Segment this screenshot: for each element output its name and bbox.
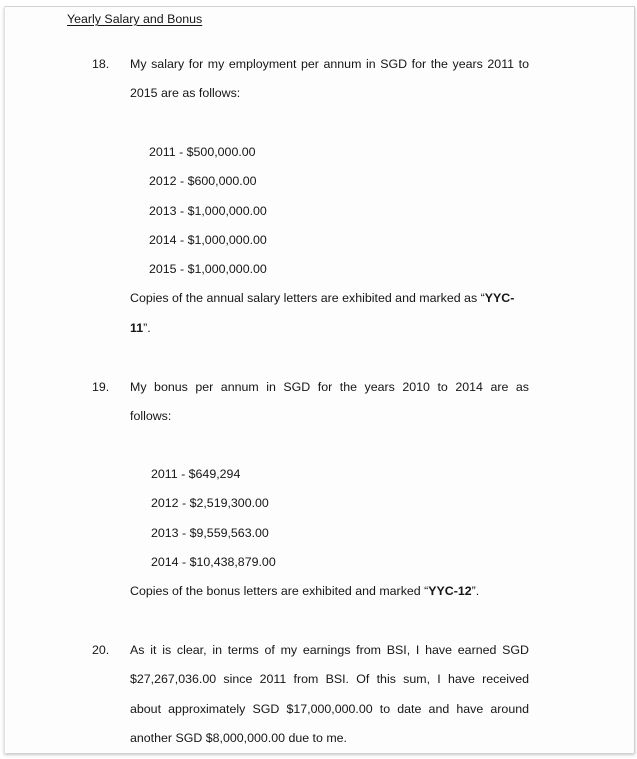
bonus-item-2013: 2013 - $9,559,563.00 — [151, 526, 269, 540]
bonus-exhibit-line — [130, 583, 479, 599]
salary-item-2015: 2015 - $1,000,000.00 — [149, 262, 267, 276]
paragraph-number-18: 18. — [92, 57, 110, 71]
salary-item-2014: 2014 - $1,000,000.00 — [149, 233, 267, 247]
paragraph-20-line-1: As it is clear, in terms of my earnings from BSI, I have earned SGD — [130, 643, 529, 657]
paragraph-19-line-1: My bonus per annum in SGD for the years 2010 to 2014 are as — [130, 380, 529, 394]
paragraph-18-line-1: My salary for my employment per annum in SGD for the years 2011 to — [130, 57, 529, 71]
section-heading: Yearly Salary and Bonus — [67, 12, 203, 26]
bonus-exhibit-ref: YYC-12 — [428, 584, 472, 598]
salary-exhibit-ref-part1: YYC- — [484, 291, 515, 305]
salary-exhibit-line-2 — [130, 320, 151, 336]
bonus-item-2012: 2012 - $2,519,300.00 — [151, 496, 269, 510]
paragraph-20-line-2: $27,267,036.00 since 2011 from BSI. Of this sum, I have received — [130, 672, 529, 686]
paragraph-19-line-2: follows: — [130, 409, 172, 423]
paragraph-18-line-2: 2015 are as follows: — [130, 86, 241, 100]
bonus-item-2014: 2014 - $10,438,879.00 — [151, 555, 276, 569]
salary-item-2013: 2013 - $1,000,000.00 — [149, 204, 267, 218]
paragraph-number-20: 20. — [92, 643, 110, 657]
bonus-exhibit-close: ”. — [471, 584, 480, 598]
salary-exhibit-text: Copies of the annual salary letters are exhibited and marked as “ — [130, 291, 485, 305]
salary-exhibit-close: ”. — [143, 321, 151, 335]
salary-exhibit-ref-part2: 11 — [130, 321, 144, 335]
bonus-item-2011: 2011 - $649,294 — [151, 467, 241, 481]
paragraph-20-line-3: about approximately SGD $17,000,000.00 to date and have around — [130, 702, 529, 716]
paragraph-20-line-4: another SGD $8,000,000.00 due to me. — [130, 731, 347, 745]
salary-item-2011: 2011 - $500,000.00 — [149, 145, 256, 159]
salary-item-2012: 2012 - $600,000.00 — [149, 174, 257, 188]
paragraph-number-19: 19. — [92, 380, 110, 394]
salary-exhibit-line-1 — [130, 290, 514, 306]
bonus-exhibit-text: Copies of the bonus letters are exhibited and marked “ — [130, 584, 429, 598]
